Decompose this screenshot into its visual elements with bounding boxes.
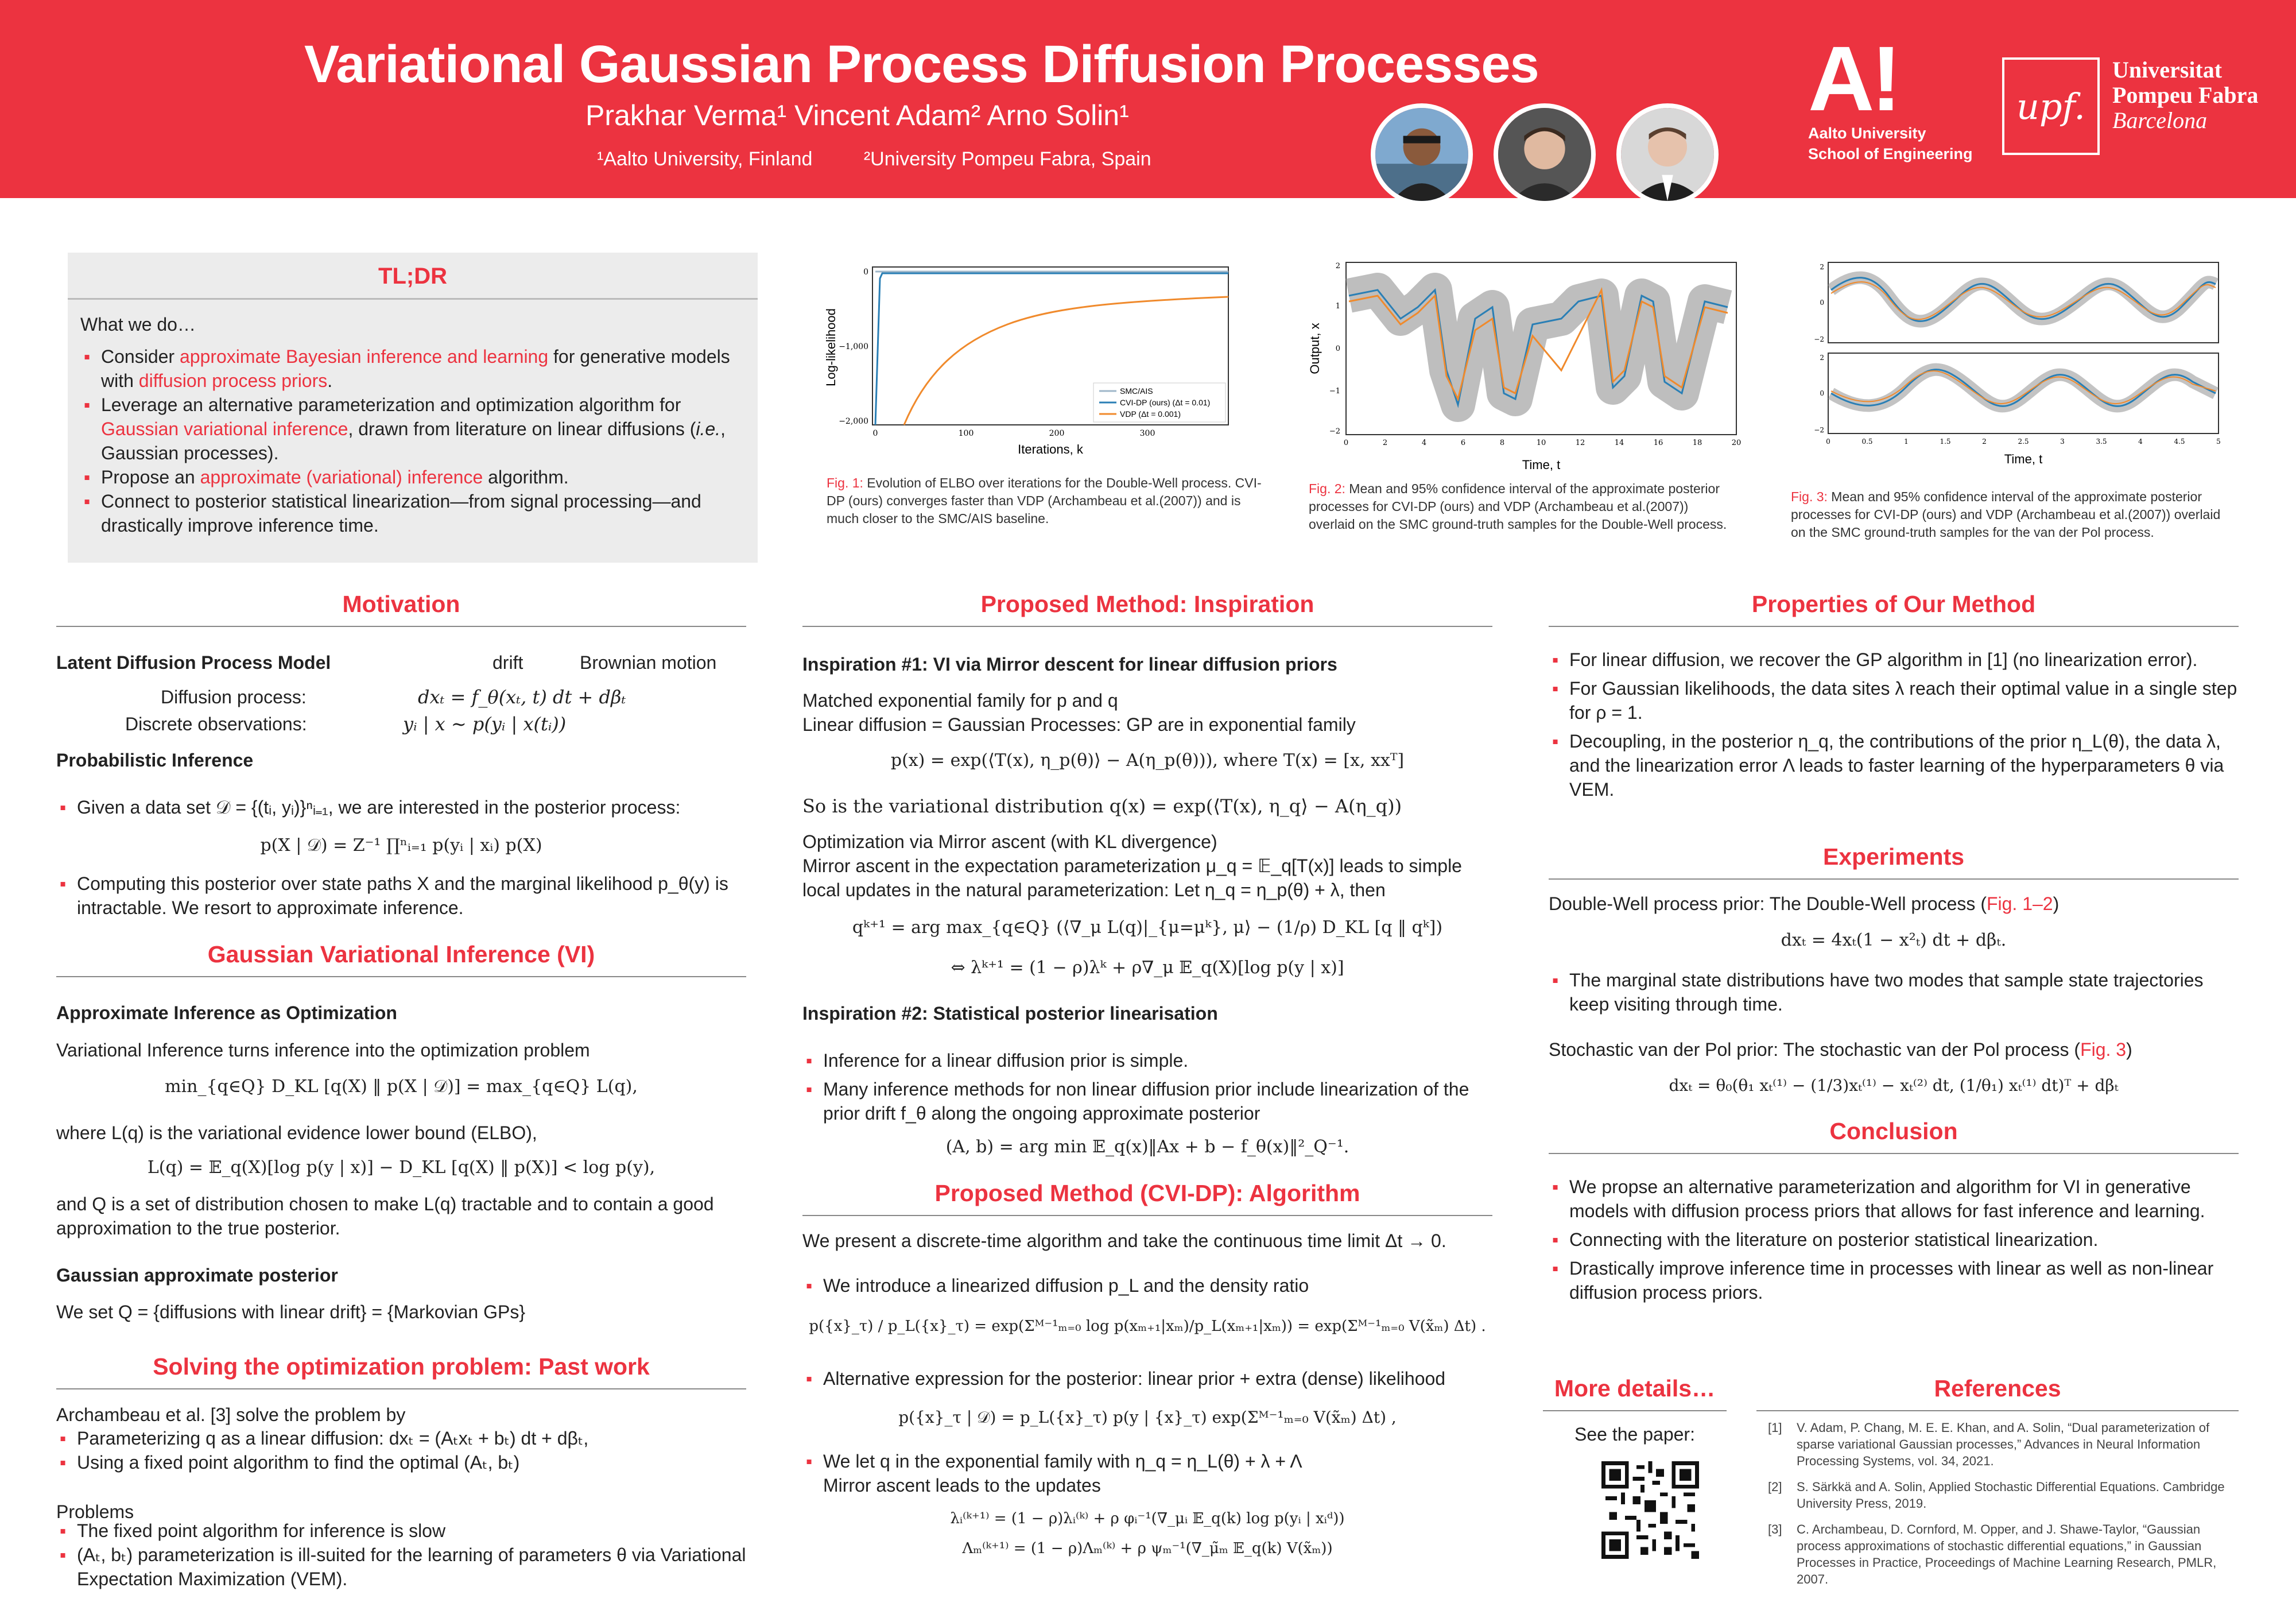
algorithm-text-1: We present a discrete-time algorithm and take the continuous time limit Δt → 0. [802, 1230, 1446, 1251]
fig2-plot [1303, 256, 1745, 474]
observations-label: Discrete observations: [125, 714, 307, 734]
properties-bullets [1549, 648, 2239, 806]
property-bullet: ▪ For Gaussian likelihoods, the data sites λ reach their optimal value in a single step for ρ = 1. [1549, 676, 2239, 725]
double-well-equation: dxₜ = 4xₜ(1 − x²ₜ) dt + dβₜ. [1781, 930, 2007, 950]
fig3-plot [1802, 256, 2227, 474]
fig1-ylabel: Log-likelihood [824, 308, 838, 386]
poster-title: Variational Gaussian Process Diffusion Processes [304, 35, 1539, 94]
fig1-xlabel: Iterations, k [1018, 442, 1083, 456]
inspiration-2-bullets [802, 1048, 1492, 1130]
fig1-plot [818, 256, 1237, 459]
motivation-subtitle-model: Latent Diffusion Process Model [56, 652, 331, 673]
gvi-text-4: We set Q = {diffusions with linear drift} = {Markovian GPs} [56, 1302, 525, 1322]
fig2-xtick: 18 [1692, 439, 1702, 447]
fig2-ytick: −2 [1329, 427, 1340, 436]
fig3-ytick: 0 [1820, 299, 1824, 307]
upf-line3: Barcelona [2112, 107, 2208, 133]
inspiration-bullet: ▪ Many inference methods for non linear diffusion prior include linearization of the prior drift f_θ along the ongoing approximate posterior [802, 1077, 1492, 1125]
double-well-bullet [1549, 968, 2239, 1021]
reference-item [1768, 1521, 2239, 1588]
fig3-ytick: −2 [1814, 426, 1824, 434]
fig1-xtick: 0 [872, 429, 878, 438]
section-more-details-title: More details… [1543, 1371, 1727, 1411]
reference-number: [1] [1768, 1420, 1782, 1435]
fig2-smc-samples [1349, 290, 1728, 405]
fig3-xticks [1826, 438, 2221, 446]
reference-number: [2] [1768, 1480, 1782, 1494]
label-drift: drift [492, 652, 523, 673]
motivation-bullets-2 [56, 872, 746, 924]
motivation-subtitle-inference: Probabilistic Inference [56, 750, 254, 771]
linearization-equation: (A, b) = arg min 𝔼_q(x)‖Ax + b − f_θ(x)‖²_Q⁻¹. [945, 1137, 1349, 1157]
conclusion-bullet: ▪ Connecting with the literature on posterior statistical linearization. [1549, 1228, 2239, 1252]
poster-header [0, 0, 2296, 198]
vdp-intro: Stochastic van der Pol prior: The stochastic van der Pol process (Fig. 3) [1549, 1039, 2132, 1060]
density-ratio-equation: p({x}_τ) / p_L({x}_τ) = exp(Σᴹ⁻¹ₘ₌₀ log p(xₘ₊₁|xₘ)/p_L(xₘ₊₁|xₘ)) = exp(Σᴹ⁻¹ₘ₌₀ V(x̃ₘ) Δt) . [809, 1318, 1486, 1335]
affiliation-upf: ²University Pompeu Fabra, Spain [863, 148, 1151, 170]
reference-text: C. Archambeau, D. Cornford, M. Opper, and J. Shawe-Taylor, “Gaussian process approximations of stochastic differential equations,” in Gaussian Processes in Practice, Proceedings of Machine Learning Research, PMLR, 2007. [1797, 1522, 2217, 1586]
algorithm-bullet-2 [802, 1366, 1492, 1395]
fig2-ytick: 0 [1335, 344, 1340, 353]
fig2-xtick: 8 [1499, 439, 1505, 447]
fig3-xtick: 2.5 [2018, 438, 2029, 446]
fig1-xtick: 200 [1049, 429, 1065, 438]
inspiration-bullet: ▪ Inference for a linear diffusion prior is simple. [802, 1048, 1492, 1073]
fig1-xtick: 300 [1139, 429, 1155, 438]
algorithm-bullet: ▪ We let q in the exponential family with η_q = η_L(θ) + λ + Λ [802, 1449, 1492, 1473]
motivation-bullets-1 [56, 795, 746, 824]
gvi-equation-elbo: L(q) = 𝔼_q(X)[log p(y | x)] − D_KL [q(X) ‖ p(X)] < log p(y), [147, 1158, 656, 1178]
problems-label: Problems [56, 1501, 134, 1522]
fig2-xtick: 12 [1575, 439, 1585, 447]
author-photo-adam [1494, 103, 1596, 206]
section-properties-title: Properties of Our Method [1549, 587, 2239, 627]
gvi-subtitle-posterior: Gaussian approximate posterior [56, 1265, 338, 1286]
author-photo-verma [1371, 103, 1473, 206]
fig2-ytick: 2 [1335, 262, 1340, 270]
fig3-xtick: 4.5 [2174, 438, 2185, 446]
diffusion-process-label: Diffusion process: [161, 687, 307, 707]
fig2-xtick: 0 [1343, 439, 1349, 447]
posterior-equation: p(X | 𝒟) = Z⁻¹ ∏ⁿᵢ₌₁ p(yᵢ | xᵢ) p(X) [260, 835, 542, 855]
Lambda-m-update: Λₘ⁽ᵏ⁺¹⁾ = (1 − ρ)Λₘ⁽ᵏ⁾ + ρ ψₘ⁻¹(∇_μ̃ₘ 𝔼_q(k) V(x̃ₘ)) [962, 1540, 1333, 1557]
qr-code-icon [1601, 1461, 1699, 1559]
fig1-xtick: 100 [958, 429, 974, 438]
upf-logo [2002, 57, 2258, 155]
tldr-title: TL;DR [68, 253, 758, 300]
reference-number: [3] [1768, 1522, 1782, 1536]
reference-item [1768, 1419, 2239, 1469]
reference-text: S. Särkkä and A. Solin, Applied Stochastic Differential Equations. Cambridge University Press, 2019. [1797, 1480, 2225, 1511]
exp-family-equation: p(x) = exp(⟨T(x), η_p(θ)⟩ − A(η_p(θ))), where T(x) = [x, xxᵀ] [890, 750, 1405, 771]
aalto-mark: A! [1808, 27, 1898, 130]
past-bullet: ▪ Using a fixed point algorithm to find the optimal (Aₜ, bₜ) [56, 1450, 746, 1474]
fig3-ytick: 0 [1820, 389, 1824, 397]
fig3-ytick: 2 [1820, 354, 1824, 362]
fig2-ytick: 1 [1335, 302, 1340, 311]
observations-equation: yᵢ | x ∼ p(yᵢ | x(tᵢ)) [403, 713, 567, 735]
past-text-1: Archambeau et al. [3] solve the problem by [56, 1404, 406, 1425]
section-gvi-title: Gaussian Variational Inference (VI) [56, 937, 746, 977]
fig1-ytick: −1,000 [839, 342, 868, 351]
figure-2-double-well [1303, 256, 1745, 474]
upf-line2: Pompeu Fabra [2112, 82, 2259, 108]
tldr-box [68, 253, 758, 563]
fig2-ytick: −1 [1329, 387, 1340, 396]
lambda-update-equation: ⇔ λᵏ⁺¹ = (1 − ρ)λᵏ + ρ∇_μ 𝔼_q(X)[log p(y | x)] [951, 958, 1344, 978]
fig2-xtick: 14 [1614, 439, 1624, 447]
aalto-logo [1808, 27, 1973, 163]
fig2-xticks [1344, 439, 1741, 447]
posterior-alt-equation: p({x}_τ | 𝒟) = p_L({x}_τ) p(y | {x}_τ) exp(Σᴹ⁻¹ₘ₌₀ V(x̃ₘ) Δt) , [898, 1408, 1397, 1427]
fig3-xlabel: Time, t [2004, 452, 2043, 466]
upf-line1: Universitat [2112, 57, 2223, 83]
tldr-intro: What we do… [80, 314, 196, 335]
fig3-xtick: 2 [1982, 438, 1987, 446]
inspiration-2-title: Inspiration #2: Statistical posterior linearisation [802, 1003, 1218, 1024]
gvi-text-2: where L(q) is the variational evidence lower bound (ELBO), [56, 1122, 537, 1143]
vdp-equation: dxₜ = θ₀(θ₁ xₜ⁽¹⁾ − (1/3)xₜ⁽¹⁾ − xₜ⁽²⁾ dt, (1/θ₁) xₜ⁽¹⁾ dt)ᵀ + dβₜ [1669, 1076, 2119, 1095]
fig3-xtick: 3.5 [2096, 438, 2107, 446]
problem-bullet: ▪ (Aₜ, bₜ) parameterization is ill-suited for the learning of parameters θ via Variational Expectation Maximization (VEM). [56, 1543, 746, 1591]
figure-1-caption: Fig. 1: Evolution of ELBO over iterations for the Double-Well process. CVI-DP (ours) converges faster than VDP (Archambeau et al.(2007)) and is much closer to the SMC/AIS baseline. [827, 475, 1262, 526]
diffusion-process-equation: dxₜ = f_θ(xₜ, t) dt + dβₜ [418, 686, 626, 708]
tldr-bullet: ▪ Connect to posterior statistical linearization—from signal processing—and drastically improve inference time. [80, 489, 745, 537]
tldr-bullet: ▪ Consider approximate Bayesian inference and learning for generative models with diffusion process priors. [80, 344, 745, 393]
conclusion-bullet: ▪ We propse an alternative parameterization and algorithm for VI in generative models with diffusion process priors that allows for fast inference and learning. [1549, 1175, 2239, 1223]
section-conclusion-title: Conclusion [1549, 1114, 2239, 1154]
motivation-bullet: ▪ Given a data set 𝒟 = {(tᵢ, yᵢ)}ⁿᵢ₌₁, we are interested in the posterior process: [56, 795, 746, 819]
aalto-line1: Aalto University [1808, 125, 1926, 142]
problems-bullets [56, 1519, 746, 1596]
authors: Prakhar Verma¹ Vincent Adam² Arno Solin¹ [585, 99, 1129, 131]
algorithm-bullet-1 [802, 1273, 1492, 1302]
problem-bullet: ▪ The fixed point algorithm for inference is slow [56, 1519, 746, 1543]
algorithm-bullet: ▪ We introduce a linearized diffusion p_L and the density ratio [802, 1273, 1492, 1298]
reference-item [1768, 1478, 2239, 1512]
fig1-legend-smc: SMC/AIS [1120, 386, 1153, 396]
fig3-ytick: 2 [1820, 263, 1824, 271]
fig2-xtick: 6 [1460, 439, 1466, 447]
gvi-equation-kl: min_{q∈Q} D_KL [q(X) ‖ p(X | 𝒟)] = max_{q∈Q} L(q), [165, 1077, 638, 1097]
fig1-ytick: −2,000 [839, 417, 868, 426]
property-bullet: ▪ For linear diffusion, we recover the GP algorithm in [1] (no linearization error). [1549, 648, 2239, 672]
fig2-xtick: 2 [1382, 439, 1388, 447]
fig3-xtick: 3 [2060, 438, 2065, 446]
figure-2-caption: Fig. 2: Mean and 95% confidence interval of the approximate posterior processes for CVI-DP (ours) and VDP (Archambeau et al.(2007)) overlaid on the SMC ground-truth samples for the Double-Well process. [1309, 481, 1727, 532]
see-paper-text: See the paper: [1574, 1424, 1695, 1445]
affiliations [597, 148, 1197, 171]
section-references-title: References [1756, 1371, 2239, 1411]
motivation-bullet: ▪ Computing this posterior over state paths X and the marginal likelihood p_θ(y) is intractable. We resort to approximate inference. [56, 872, 746, 920]
fig3-xtick: 4 [2138, 438, 2143, 446]
fig2-xtick: 4 [1421, 439, 1427, 447]
upf-mark: upf. [2002, 57, 2100, 155]
algorithm-text-2: Mirror ascent leads to the updates [823, 1475, 1101, 1496]
section-inspiration-title: Proposed Method: Inspiration [802, 587, 1492, 627]
fig2-xtick: 20 [1731, 439, 1742, 447]
fig3-xtick: 1 [1904, 438, 1909, 446]
inspiration-1-text-4: Optimization via Mirror ascent (with KL divergence) [802, 831, 1217, 852]
tldr-bullet: ▪ Leverage an alternative parameterization and optimization algorithm for Gaussian variational inference, drawn from literature on linear diffusions (i.e., Gaussian processes). [80, 393, 745, 465]
section-past-work-title: Solving the optimization problem: Past work [56, 1349, 746, 1389]
fig3-xtick: 1.5 [1940, 438, 1951, 446]
fig2-xtick: 10 [1536, 439, 1546, 447]
experiment-bullet: ▪ The marginal state distributions have two modes that sample state trajectories keep visiting through time. [1549, 968, 2239, 1016]
aalto-line2: School of Engineering [1808, 145, 1973, 162]
fig3-ytick: −2 [1814, 335, 1824, 343]
gvi-text-1: Variational Inference turns inference into the optimization problem [56, 1040, 590, 1060]
affiliation-aalto: ¹Aalto University, Finland [597, 148, 813, 170]
section-motivation-title: Motivation [56, 587, 746, 627]
conclusion-bullet: ▪ Drastically improve inference time in processes with linear as well as non-linear diffusion process priors. [1549, 1256, 2239, 1304]
mirror-ascent-equation: qᵏ⁺¹ = arg max_{q∈Q} (⟨∇_μ L(q)|_{μ=μᵏ}, μ⟩ − (1/ρ) D_KL [q ‖ qᵏ]) [852, 918, 1443, 938]
inspiration-1-title: Inspiration #1: VI via Mirror descent for linear diffusion priors [802, 654, 1337, 675]
fig1-legend-vdp: VDP (Δt = 0.001) [1120, 409, 1181, 419]
section-algorithm-title: Proposed Method (CVI-DP): Algorithm [802, 1176, 1492, 1216]
lambda-i-update: λᵢ⁽ᵏ⁺¹⁾ = (1 − ρ)λᵢ⁽ᵏ⁾ + ρ φᵢ⁻¹(∇_μᵢ 𝔼_q(k) log p(yᵢ | xᵢᵈ)) [950, 1510, 1345, 1527]
past-bullet: ▪ Parameterizing q as a linear diffusion: dxₜ = (Aₜxₜ + bₜ) dt + dβₜ, [56, 1426, 746, 1450]
inspiration-1-text-1: Matched exponential family for p and q [802, 690, 1118, 711]
fig2-xtick: 16 [1653, 439, 1663, 447]
figure-1-elbo [818, 256, 1237, 459]
fig2-xlabel: Time, t [1522, 458, 1561, 472]
fig2-ylabel: Output, x [1308, 323, 1322, 374]
fig1-legend-cvi: CVI-DP (ours) (Δt = 0.01) [1120, 398, 1211, 407]
tldr-bullet: ▪ Propose an approximate (variational) inference algorithm. [80, 465, 745, 489]
reference-text: V. Adam, P. Chang, M. E. E. Khan, and A. Solin, “Dual parameterization of sparse variational Gaussian processes,” Advances in Neural Information Processing Systems, vol. 34, 2021. [1797, 1420, 2210, 1468]
fig3-xtick: 5 [2216, 438, 2221, 446]
inspiration-1-text-3: So is the variational distribution q(x) = exp(⟨T(x), η_q⟩ − A(η_q)) [802, 795, 1402, 817]
figure-3-van-der-pol [1802, 256, 2227, 474]
fig3-xtick: 0.5 [1861, 438, 1873, 446]
gvi-subtitle-optimization: Approximate Inference as Optimization [56, 1002, 397, 1023]
inspiration-1-text-2: Linear diffusion = Gaussian Processes: GP are in exponential family [802, 714, 1356, 735]
fig3-yticks [1814, 263, 1824, 434]
double-well-intro: Double-Well process prior: The Double-Well process (Fig. 1–2) [1549, 893, 2060, 914]
algorithm-bullet: ▪ Alternative expression for the posterior: linear prior + extra (dense) likelihood [802, 1366, 1492, 1391]
paper-qr-code[interactable] [1601, 1461, 1699, 1562]
inspiration-1-text-5: Mirror ascent in the expectation parameterization μ_q = 𝔼_q[T(x)] leads to simple local updates in the natural parameterization: Let η_q = η_p(θ) + λ, then [802, 855, 1462, 900]
property-bullet: ▪ Decoupling, in the posterior η_q, the contributions of the prior η_L(θ), the data λ, and the linearization error Λ leads to faster learning of the hyperparameters θ via VEM. [1549, 729, 2239, 802]
label-brownian: Brownian motion [580, 652, 717, 673]
fig1-ytick: 0 [863, 268, 868, 277]
algorithm-bullet-3 [802, 1449, 1492, 1473]
fig3-xtick: 0 [1826, 438, 1830, 446]
conclusion-bullets [1549, 1175, 2239, 1309]
author-photo-solin [1616, 103, 1719, 206]
references-list [1768, 1419, 2239, 1597]
gvi-text-3: and Q is a set of distribution chosen to make L(q) tractable and to contain a good approximation to the true posterior. [56, 1194, 714, 1238]
figure-3-caption: Fig. 3: Mean and 95% confidence interval of the approximate posterior processes for CVI-DP (ours) and VDP (Archambeau et al.(2007)) overlaid on the SMC ground-truth samples for the van der Pol process. [1791, 489, 2221, 540]
past-bullets [56, 1426, 746, 1479]
section-experiments-title: Experiments [1549, 839, 2239, 880]
